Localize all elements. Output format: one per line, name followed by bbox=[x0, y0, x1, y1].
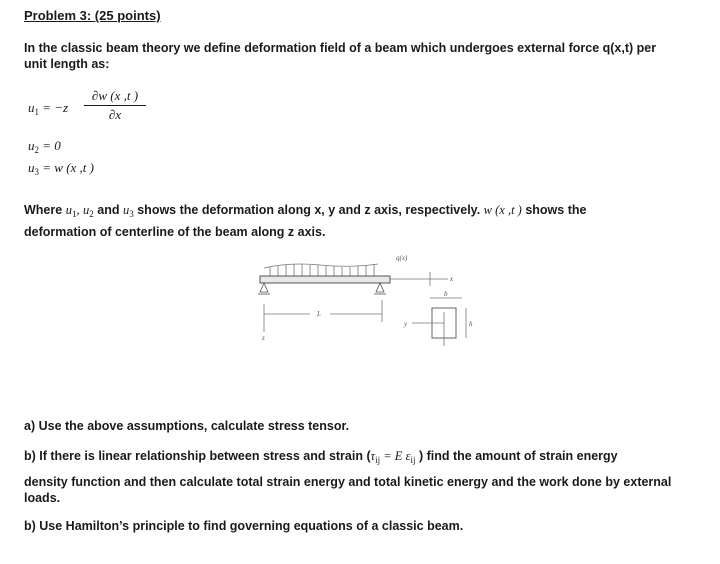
beam bbox=[260, 276, 390, 283]
where-line-2: deformation of centerline of the beam along z axis. bbox=[24, 225, 326, 239]
fraction-bar bbox=[84, 105, 146, 106]
equation-u3: $u_3 = w$ (x ,t ) bbox=[28, 160, 94, 177]
equation-u2: $u_2 = 0$ bbox=[28, 138, 61, 155]
intro-line-2: unit length as: bbox=[24, 57, 110, 71]
equation-u1-fraction bbox=[84, 88, 146, 123]
fraction-numerator: ∂w (x ,t ) bbox=[91, 88, 139, 103]
z-axis-label: z bbox=[262, 334, 265, 342]
h-label: h bbox=[469, 320, 473, 328]
fraction-denominator: ∂x bbox=[108, 107, 122, 122]
problem-title: Problem 3: (25 points) bbox=[24, 8, 161, 23]
beam-diagram bbox=[250, 248, 480, 348]
part-b-line-2: density function and then calculate total strain energy and total kinetic energy and the work done by external bbox=[24, 475, 672, 489]
load-label: q(x) bbox=[396, 254, 408, 262]
part-b-line-1: b) If there is linear relationship between stress and strain ($\tau_{ij} = E$ $\varepsilon_{ij}$ ) find the amount of strain energy bbox=[24, 449, 618, 465]
b-label: b bbox=[444, 290, 448, 298]
intro-line-1: In the classic beam theory we define deformation field of a beam which undergoes external force q(x,t) per bbox=[24, 41, 657, 55]
y-axis-label: y bbox=[404, 320, 408, 328]
x-axis-label: x bbox=[450, 275, 454, 283]
length-label: L bbox=[317, 310, 321, 318]
where-line-1: Where $u_1$, $u_2$ and $u_3$ shows the deformation along x, y and z axis, respectively. w (x ,t ) shows the bbox=[24, 203, 587, 219]
left-support bbox=[258, 283, 270, 294]
part-c: b) Use Hamilton’s principle to find governing equations of a classic beam. bbox=[24, 519, 464, 533]
distributed-load bbox=[264, 264, 378, 276]
right-support bbox=[374, 283, 386, 294]
part-a: a) Use the above assumptions, calculate stress tensor. bbox=[24, 419, 350, 433]
part-b-line-3: loads. bbox=[24, 491, 61, 505]
equation-u1-lhs: $u_1 = -z$ bbox=[28, 100, 69, 117]
